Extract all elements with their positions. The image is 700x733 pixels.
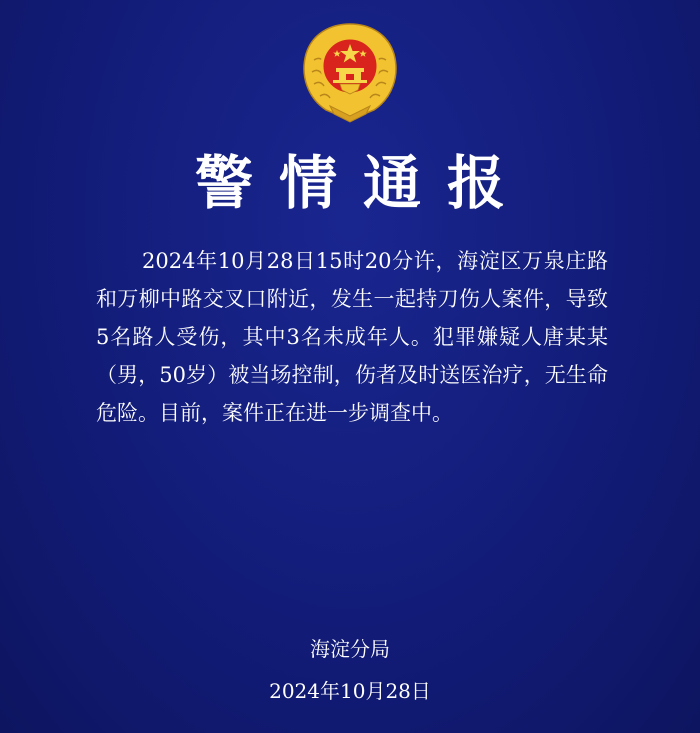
notice-body: 2024年10月28日15时20分许，海淀区万泉庄路和万柳中路交叉口附近，发生一起持刀伤人案件，导致5名路人受伤，其中3名未成年人。犯罪嫌疑人唐某某（男，50岁）被当场控制，伤者及时送医治疗，无生命危险。目前，案件正在进一步调查中。	[96, 249, 608, 425]
page-title: 警情通报	[194, 149, 531, 217]
police-emblem-icon	[300, 20, 400, 124]
signature-organization: 海淀分局	[310, 637, 390, 661]
signature-date: 2024年10月28日	[269, 679, 431, 703]
